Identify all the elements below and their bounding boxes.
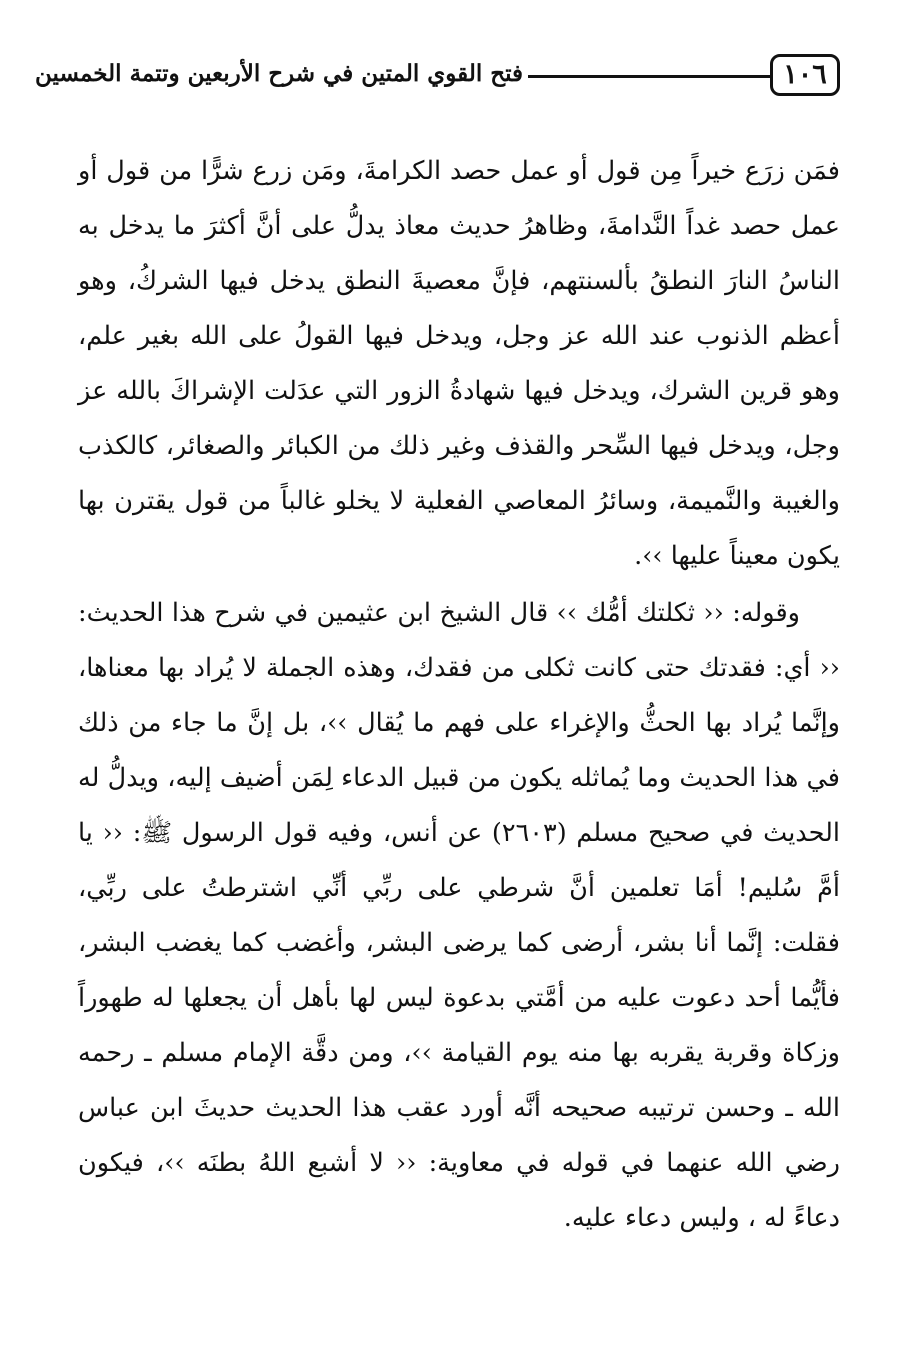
- book-title: فتح القوي المتين في شرح الأربعين وتتمة الخمسين: [35, 60, 523, 87]
- running-header: [35, 48, 840, 110]
- paragraph-1: فمَن زرَع خيراً مِن قول أو عمل حصد الكرامةَ، ومَن زرع شرًّا من قول أو عمل حصد غداً النَّدامةَ، وظاهرُ حديث معاذ يدلُّ على أنَّ أكثرَ ما يدخل به الناسُ النارَ النطقُ بألسنتهم، فإنَّ معصيةَ النطق يدخل فيها الشركُ، وهو أعظم الذنوب عند الله عز وجل، ويدخل فيها القولُ على الله بغير علم، وهو قرين الشرك، ويدخل فيها شهادةُ الزور التي عدَلت الإشراكَ بالله عز وجل، ويدخل فيها السِّحر والقذف وغير ذلك من الكبائر والصغائر، كالكذب والغيبة والنَّميمة، وسائرُ المعاصي الفعلية لا يخلو غالباً من قول يقترن بها يكون معيناً عليها ››.: [78, 156, 840, 571]
- header-rule: [528, 75, 770, 78]
- paragraph-2: وقوله: ‹‹ ثكلتك أمُّك ›› قال الشيخ ابن عثيمين في شرح هذا الحديث: ‹‹ أي: فقدتك حتى كانت ثكلى من فقدك، وهذه الجملة لا يُراد بها معناها، وإنَّما يُراد بها الحثُّ والإغراء على فهم ما يُقال ››، بل إنَّ ما جاء من ذلك في هذا الحديث وما يُماثله يكون من قبيل الدعاء لِمَن أضيف إليه، ويدلُّ له الحديث في صحيح مسلم (٢٦٠٣) عن أنس، وفيه قول الرسول ﷺ: ‹‹ يا أمَّ سُليم! أمَا تعلمين أنَّ شرطي على ربِّي أنِّي اشترطتُ على ربِّي، فقلت: إنَّما أنا بشر، أرضى كما يرضى البشر، وأغضب كما يغضب البشر، فأيُّما أحد دعوت عليه من أمَّتي بدعوة ليس لها بأهل أن يجعلها له طهوراً وزكاة وقربة يقربه بها منه يوم القيامة ››، ومن دقَّة الإمام مسلم ـ رحمه الله ـ وحسن ترتيبه صحيحه أنَّه أورد عقب هذا الحديث حديثَ ابن عباس رضي الله عنهما في قوله في معاوية: ‹‹ لا أشبع اللهُ بطنَه ››، فيكون دعاءً له ، وليس دعاء عليه.: [78, 598, 840, 1233]
- page-number: ١٠٦: [770, 54, 840, 96]
- body-text: [78, 144, 840, 1246]
